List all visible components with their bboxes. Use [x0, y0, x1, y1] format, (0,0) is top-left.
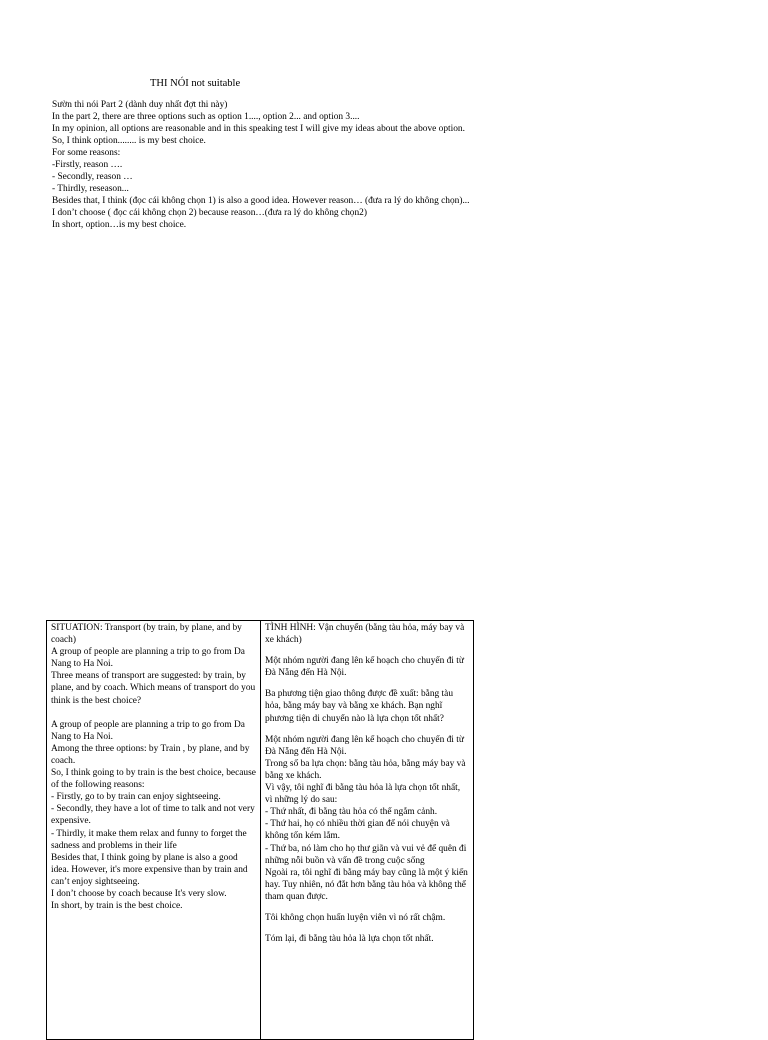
vn-situation-heading: TÌNH HÌNH: Vận chuyển (bằng tàu hỏa, máy bay và xe khách): [265, 623, 465, 646]
speaking-template: [52, 99, 552, 231]
vn-situation-text: Một nhóm người đang lên kế hoạch cho chuyến đi từ Đà Nẵng đến Hà Nội.: [265, 656, 464, 679]
situation-text: A group of people are planning a trip to go from Da Nang to Ha Noi.: [51, 647, 245, 670]
vn-answer-line: - Thứ nhất, đi bằng tàu hỏa có thể ngắm cảnh.: [265, 807, 438, 818]
intro-line: -Firstly, reason ….: [52, 160, 123, 170]
vn-answer-line: Trong số ba lựa chọn: bằng tàu hỏa, bằng máy bay và bằng xe khách.: [265, 758, 466, 781]
intro-line: For some reasons:: [52, 148, 121, 158]
intro-line: I don’t choose ( đọc cái không chọn 2) because reason…(đưa ra lý do không chọn2): [52, 208, 367, 218]
vn-answer-line: Ngoài ra, tôi nghĩ đi bằng máy bay cũng là một ý kiến hay. Tuy nhiên, nó đắt hơn bằng tàu hỏa và không thể tham quan được.: [265, 867, 468, 902]
situation-question: Three means of transport are suggested: by train, by plane, and by coach. Which means of transport do you think is the best choice?: [51, 671, 256, 706]
intro-line: - Secondly, reason …: [52, 172, 133, 182]
bilingual-table: [46, 620, 474, 1040]
document-title: THI NÓI not suitable: [150, 78, 241, 89]
vn-answer-line: Vì vậy, tôi nghĩ đi bằng tàu hỏa là lựa chọn tốt nhất, vì những lý do sau:: [265, 783, 461, 806]
answer-line: A group of people are planning a trip to go from Da Nang to Ha Noi.: [51, 719, 245, 742]
vn-not-chosen: Tôi không chọn huấn luyện viên vì nó rất chậm.: [265, 912, 446, 923]
english-column: [47, 621, 261, 1040]
answer-line: - Firstly, go to by train can enjoy sightseeing.: [51, 792, 221, 803]
answer-line: - Secondly, they have a lot of time to talk and not very expensive.: [51, 804, 255, 827]
answer-line: - Thirdly, it make them relax and funny to forget the sadness and problems in their life: [51, 828, 247, 851]
intro-line: In short, option…is my best choice.: [52, 220, 187, 230]
intro-line: In the part 2, there are three options such as option 1...., option 2... and option 3....: [52, 112, 360, 122]
answer-line: Among the three options: by Train , by plane, and by coach.: [51, 743, 250, 766]
vn-conclusion: Tóm lại, đi bằng tàu hỏa là lựa chọn tốt nhất.: [265, 934, 434, 945]
answer-line: I don’t choose by coach because It's very slow.: [51, 888, 227, 899]
intro-line: So, I think option........ is my best choice.: [52, 136, 206, 146]
vn-answer-line: Một nhóm người đang lên kế hoạch cho chuyến đi từ Đà Nẵng đến Hà Nội.: [265, 734, 464, 757]
vn-answer-line: - Thứ ba, nó làm cho họ thư giãn và vui vẻ để quên đi những nỗi buồn và vấn đề trong cuộc sống: [265, 843, 467, 866]
vn-answer-line: - Thứ hai, họ có nhiều thời gian để nói chuyện và không tốn kém lắm.: [265, 819, 450, 842]
answer-line: So, I think going to by train is the best choice, because of the following reasons:: [51, 768, 256, 791]
intro-line: Sườn thi nói Part 2 (dành duy nhất đợt thi này): [52, 100, 228, 110]
vn-situation-question: Ba phương tiện giao thông được đề xuất: bằng tàu hỏa, bằng máy bay và bằng xe khách. Bạn nghĩ phương tiện di chuyển nào là lựa chọn tốt nhất?: [265, 689, 454, 724]
vietnamese-column: [261, 621, 474, 1040]
answer-line: In short, by train is the best choice.: [51, 901, 183, 912]
answer-line: Besides that, I think going by plane is also a good idea. However, it's more expensive than by train and can’t enjoy sightseeing.: [51, 852, 248, 887]
intro-line: - Thirdly, reseason...: [52, 184, 129, 194]
intro-line: Besides that, I think (đọc cái không chọn 1) is also a good idea. However reason… (đưa ra lý do không chọn)...: [52, 196, 470, 206]
situation-heading: SITUATION: Transport (by train, by plane, and by coach): [51, 623, 242, 646]
intro-line: In my opinion, all options are reasonable and in this speaking test I will give my ideas about the above option.: [52, 124, 465, 134]
